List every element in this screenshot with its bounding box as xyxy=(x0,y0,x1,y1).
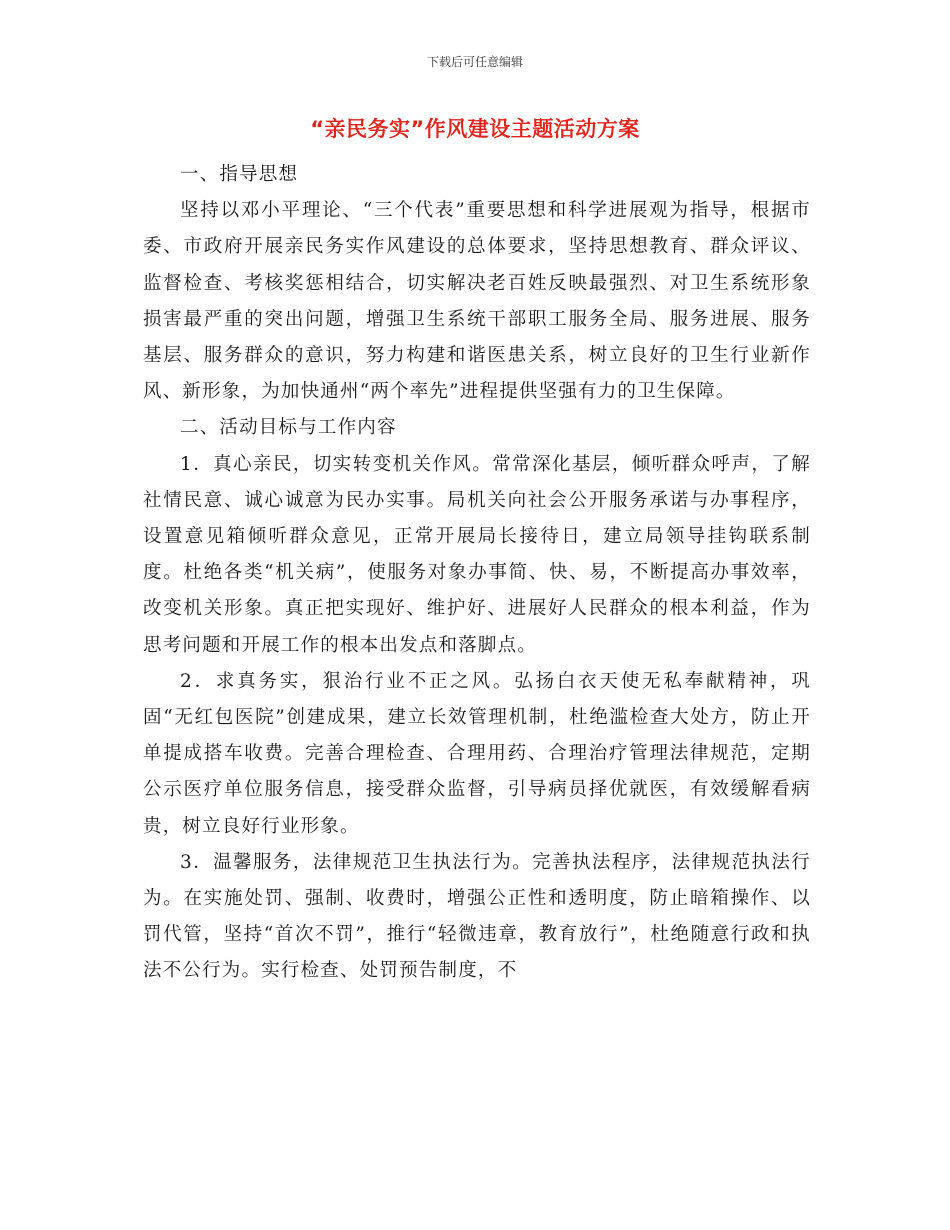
document-title: “亲民务实”作风建设主题活动方案 xyxy=(310,117,640,141)
page-header-note: 下载后可任意编辑 xyxy=(426,55,523,69)
paragraph-item-3: 3．温馨服务，法律规范卫生执法行为。完善执法程序，法律规范执法行为。在实施处罚、强制、收费时，增强公正性和透明度，防止暗箱操作、以罚代管，坚持“首次不罚”，推行“轻微违章，教育放行”，杜绝随意行政和执法不公行为。实行检查、处罚预告制度，不 xyxy=(143,851,811,982)
section-heading-guiding-ideology: 一、指导思想 xyxy=(180,164,299,185)
paragraph-guiding-ideology: 坚持以邓小平理论、“三个代表”重要思想和科学进展观为指导，根据市委、市政府开展亲民务实作风建设的总体要求，坚持思想教育、群众评议、监督检查、考核奖惩相结合，切实解决老百姓反映最强烈、对卫生系统形象损害最严重的突出问题，增强卫生系统干部职工服务全局、服务进展、服务基层、服务群众的意识，努力构建和谐医患关系，树立良好的卫生行业新作风、新形象，为加快通州“两个率先”进程提供坚强有力的卫生保障。 xyxy=(143,200,811,403)
section-heading-goals-and-content: 二、活动目标与工作内容 xyxy=(180,417,397,439)
paragraph-item-2: 2．求真务实，狠治行业不正之风。弘扬白衣天使无私奉献精神，巩固“无红包医院”创建成果，建立长效管理机制，杜绝滥检查大处方，防止开单提成搭车收费。完善合理检查、合理用药、合理治疗管理法律规范，定期公示医疗单位服务信息，接受群众监督，引导病员择优就医，有效缓解看病贵，树立良好行业形象。 xyxy=(143,670,811,837)
document-body xyxy=(143,157,811,990)
paragraph-item-1: 1．真心亲民，切实转变机关作风。常常深化基层，倾听群众呼声，了解社情民意、诚心诚意为民办实事。局机关向社会公开服务承诺与办事程序，设置意见箱倾听群众意见，正常开展局长接待日，建立局领导挂钩联系制度。杜绝各类“机关病”，使服务对象办事简、快、易，不断提高办事效率，改变机关形象。真正把实现好、维护好、进展好人民群众的根本利益，作为思考问题和开展工作的根本出发点和落脚点。 xyxy=(143,453,811,656)
